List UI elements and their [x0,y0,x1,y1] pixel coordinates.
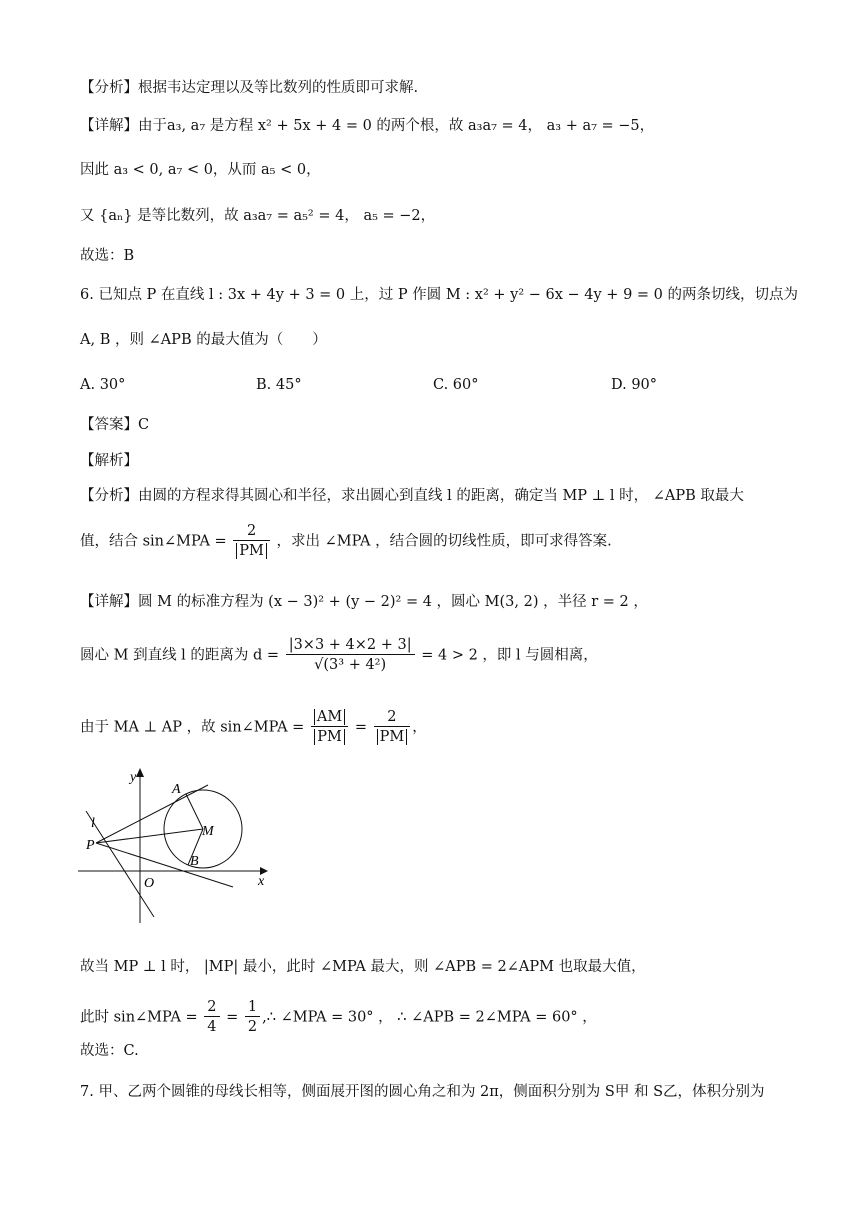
analysis-text-post: ，求出 ∠MPA ，结合圆的切线性质，即可求得答案. [276,533,612,550]
label-x: x [258,874,265,889]
option-b: B. 45° [256,377,302,393]
fraction-den: 4 [207,1019,217,1035]
option-c: C. 60° [433,377,479,393]
conclude-text-post: ,∴ ∠MPA = 30° ， ∴ ∠APB = 2∠MPA = 60° ， [262,1009,597,1026]
segment-pm [96,829,203,843]
fraction-num: 2 [374,708,411,727]
fraction-num: AM [314,709,345,725]
jiexi: 【解析】 [80,453,138,469]
detail-q6-line2 [80,636,598,675]
fraction-den: 2 [247,1019,258,1035]
tangent-diagram [78,765,278,923]
fraction-2-4 [204,998,219,1037]
label-m: M [202,824,214,839]
sin-fraction-1 [311,708,348,747]
fraction-den: √(3³ + 4²) [314,657,387,673]
label-a: A [172,782,181,797]
fraction-num: 1 [245,998,260,1017]
fraction-den: PM [314,729,345,745]
question-6-line2: A, B ，则 ∠APB 的最大值为（ ） [80,332,327,348]
fraction-num: 2 [204,998,219,1017]
fraction-1-2 [245,998,260,1037]
segment-am [186,794,203,829]
question-6-line1: 6. 已知点 P 在直线 l : 3x + 4y + 3 = 0 上，过 P 作圆 M : x² + y² − 6x − 4y + 9 = 0 的两条切线，切点为 [80,287,798,303]
detail-q6-line1: 【详解】圆 M 的标准方程为 (x − 3)² + (y − 2)² = 4 ，圆心 M(3, 2) ，半径 r = 2 ， [80,594,648,610]
fraction-den: PM [377,729,408,745]
analysis-q6-line1: 【分析】由圆的方程求得其圆心和半径，求出圆心到直线 l 的距离，确定当 MP ⊥ l 时， ∠APB 取最大 [80,488,744,504]
detail-q5-line2: 因此 a₃ < 0, a₇ < 0，从而 a₅ < 0， [80,162,321,178]
label-p: P [86,838,95,853]
detail-q5-line3: 又 {aₙ} 是等比数列，故 a₃a₇ = a₅² = 4， a₅ = −2， [80,208,436,224]
fraction-num: 2 [233,522,270,541]
label-l: l [91,816,95,831]
conclude-line1: 故当 MP ⊥ l 时， |MP| 最小，此时 ∠MPA 最大，则 ∠APB = 2∠APM 也取最大值， [80,959,646,975]
option-a: A. 30° [80,377,126,393]
distance-text-post: = 4 > 2 ，即 l 与圆相离， [421,647,598,664]
label-b: B [190,854,199,869]
distance-text-pre: 圆心 M 到直线 l 的距离为 d = [80,647,280,664]
answer: 【答案】C [80,417,150,433]
detail-q5-line1 [80,116,654,136]
conclude-line2: 此时 sin∠MPA = $\frac{2}{4}$ = $\frac{1}{2}$ ,∴ ∠MPA = 30° ， ∴ ∠APB = 2∠MPA = 60° ， [80,999,597,1035]
conclude-text-pre: 此时 sin∠MPA = [80,1009,198,1026]
detail-label: 【详解】由于 [80,118,167,134]
analysis-q6-line2 [80,522,612,561]
analysis-text-pre: 值，结合 sin∠MPA = [80,533,227,550]
sin-text-pre: 由于 MA ⊥ AP ，故 sin∠MPA = [80,719,305,736]
choose-q5: 故选：B [80,248,135,264]
choose-q6: 故选：C. [80,1043,139,1059]
option-d: D. 90° [611,377,658,393]
analysis-q5: 【分析】根据韦达定理以及等比数列的性质即可求解. [80,80,419,96]
fraction [233,522,270,561]
fraction-den: PM [236,543,267,559]
sin-fraction-2 [374,708,411,747]
fraction-num: |3×3 + 4×2 + 3| [286,636,415,655]
detail-q6-line3: 由于 MA ⊥ AP ，故 sin∠MPA = $\frac{AM}{PM}$ = $\frac{2}{PM}$ ， [80,709,427,745]
distance-fraction [286,636,415,675]
line-l [86,811,154,917]
label-o: O [144,876,155,891]
label-y: y [130,770,137,785]
detail-math: a₃, a₇ 是方程 x² + 5x + 4 = 0 的两个根，故 a₃a₇ = 4， a₃ + a₇ = −5， [167,118,655,134]
question-7-line1: 7. 甲、乙两个圆锥的母线长相等，侧面展开图的圆心角之和为 2π，侧面积分别为 S甲 和 S乙，体积分别为 [80,1084,765,1100]
tangent-pb [96,843,233,887]
y-axis-arrow [136,768,144,777]
tangent-pa [96,785,208,843]
